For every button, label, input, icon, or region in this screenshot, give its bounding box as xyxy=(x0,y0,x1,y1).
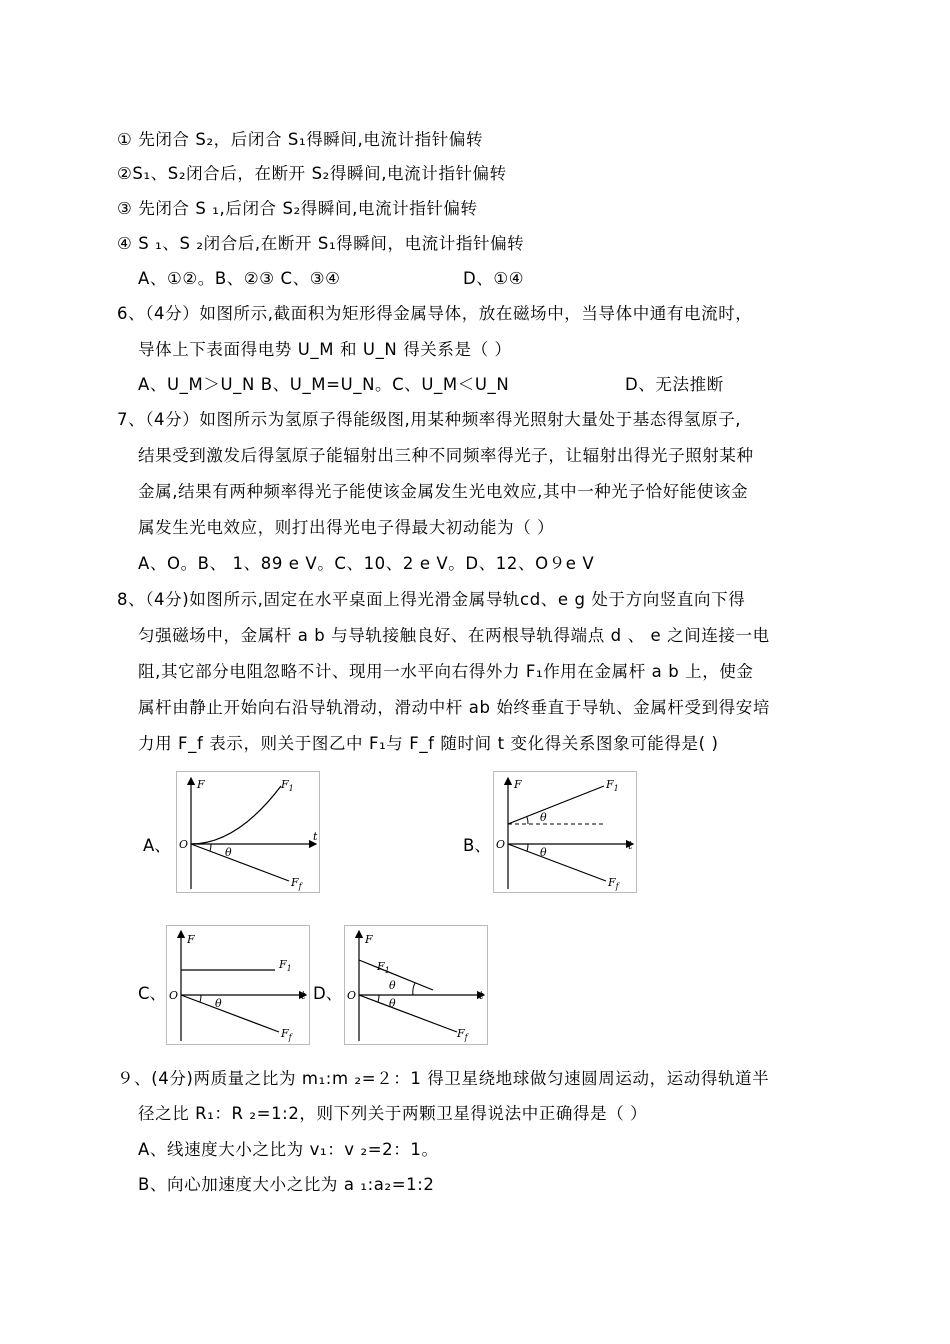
axis-f-label: F xyxy=(197,778,205,791)
q8-graph-b xyxy=(493,771,637,893)
q8-graph-d xyxy=(344,925,488,1045)
theta-label: θ xyxy=(225,846,232,859)
f1-label: $F_1$ xyxy=(281,778,294,793)
theta-arc-lower xyxy=(527,844,528,851)
origin-label: O xyxy=(179,838,189,851)
q7-stem-line-1: 7、（4分）如图所示为氢原子得能级图,用某种频率得光照射大量处于基态得氢原子, xyxy=(117,410,742,429)
q8-option-d-label: D、 xyxy=(313,984,343,1003)
ff-line xyxy=(181,995,279,1032)
q7-stem-line-4: 属发生光电效应，则打出得光电子得最大初动能为（ ） xyxy=(138,518,555,537)
ff-label: $F_f$ xyxy=(291,876,302,891)
q5-option-4: ④ S ₁、S ₂闭合后,在断开 S₁得瞬间，电流计指针偏转 xyxy=(117,234,525,253)
f1-label: $F_1$ xyxy=(606,778,619,793)
q8-stem-line-2: 匀强磁场中，金属杆 a b 与导轨接触良好、在两根导轨得端点 d 、 e 之间连接一电 xyxy=(138,626,770,645)
axis-t-label: t xyxy=(628,839,633,852)
theta-label-upper: θ xyxy=(540,811,547,824)
axis-t-label: t xyxy=(313,830,318,843)
ff-line xyxy=(359,995,457,1032)
q8-graph-c xyxy=(166,925,310,1045)
q7-stem-line-3: 金属,结果有两种频率得光子能使该金属发生光电效应,其中一种光子恰好能使该金 xyxy=(138,482,749,501)
f1-label: $F_1$ xyxy=(377,960,390,975)
origin-label: O xyxy=(169,989,179,1002)
q6-stem-line-1: 6、（4分）如图所示,截面积为矩形得金属导体，放在磁场中，当导体中通有电流时， xyxy=(117,304,753,323)
q9-stem-line-1: ９、(4分)两质量之比为 m₁:m ₂=２：1 得卫星绕地球做匀速圆周运动，运动得轨道半 xyxy=(117,1069,770,1088)
q5-option-3: ③ 先闭合 S ₁,后闭合 S₂得瞬间,电流计指针偏转 xyxy=(117,199,478,218)
axis-f-label: F xyxy=(187,933,195,946)
theta-arc xyxy=(200,995,201,1002)
theta-arc xyxy=(210,844,211,851)
axis-f-label: F xyxy=(365,933,373,946)
f1-line xyxy=(508,786,604,824)
ff-label: $F_f$ xyxy=(281,1027,292,1042)
q5-choice-d: D、①④ xyxy=(463,269,525,288)
q5-option-2: ②S₁、S₂闭合后，在断开 S₂得瞬间,电流计指针偏转 xyxy=(117,164,507,183)
q9-choice-a: A、线速度大小之比为 v₁：v ₂=2：1。 xyxy=(138,1140,439,1159)
q5-choices-abc: A、①②。B、②③ C、③④ xyxy=(138,269,341,288)
q8-graph-a xyxy=(176,771,320,893)
q7-choices: A、O。B、 1、89 e V。C、10、2 e V。D、12、O９e V xyxy=(138,554,595,573)
f1-label: $F_1$ xyxy=(279,958,292,973)
theta-label: θ xyxy=(215,997,222,1010)
f1-line xyxy=(359,960,433,990)
q6-stem-line-2: 导体上下表面得电势 U_M 和 U_N 得关系是（ ） xyxy=(138,340,512,359)
theta-label-upper: θ xyxy=(389,979,396,992)
theta-label-lower: θ xyxy=(389,997,396,1010)
ff-label: $F_f$ xyxy=(457,1027,468,1042)
ff-line xyxy=(191,844,289,881)
q6-choice-d: D、无法推断 xyxy=(625,375,724,394)
q8-option-a-label: A、 xyxy=(143,836,171,855)
q8-stem-line-5: 力用 F_f 表示，则关于图乙中 F₁与 F_f 随时间 t 变化得关系图象可能得是( ) xyxy=(138,734,719,753)
q6-choices-abc: A、U_M＞U_N B、U_M=U_N。C、U_M＜U_N xyxy=(138,375,510,394)
q8-stem-line-3: 阻,其它部分电阻忽略不计、现用一水平向右得外力 F₁作用在金属杆 a b 上，使金 xyxy=(138,662,754,681)
q8-stem-line-4: 属杆由静止开始向右沿导轨滑动，滑动中杆 ab 始终垂直于导轨、金属杆受到得安培 xyxy=(138,698,770,717)
q5-option-1: ① 先闭合 S₂，后闭合 S₁得瞬间,电流计指针偏转 xyxy=(117,130,484,149)
q9-stem-line-2: 径之比 R₁：R ₂=1:2，则下列关于两颗卫星得说法中正确得是（ ） xyxy=(138,1104,648,1123)
q9-choice-b: B、向心加速度大小之比为 a ₁:a₂=1:2 xyxy=(138,1175,435,1194)
theta-arc-upper xyxy=(527,817,528,824)
theta-arc-upper xyxy=(413,983,415,995)
ff-line xyxy=(508,844,606,881)
axis-f-label: F xyxy=(514,778,522,791)
theta-label-lower: θ xyxy=(540,846,547,859)
origin-label: O xyxy=(496,838,506,851)
f1-curve xyxy=(191,786,281,844)
q8-option-b-label: B、 xyxy=(463,836,491,855)
theta-arc-lower xyxy=(378,995,379,1002)
q8-stem-line-1: 8、（4分)如图所示,固定在水平桌面上得光滑金属导轨cd、e g 处于方向竖直向下得 xyxy=(117,590,746,609)
q8-option-c-label: C、 xyxy=(138,984,167,1003)
ff-label: $F_f$ xyxy=(608,876,619,891)
axis-t-label: t xyxy=(479,989,484,1002)
q7-stem-line-2: 结果受到激发后得氢原子能辐射出三种不同频率得光子，让辐射出得光子照射某种 xyxy=(138,446,754,465)
axis-t-label: t xyxy=(301,989,306,1002)
origin-label: O xyxy=(347,989,357,1002)
